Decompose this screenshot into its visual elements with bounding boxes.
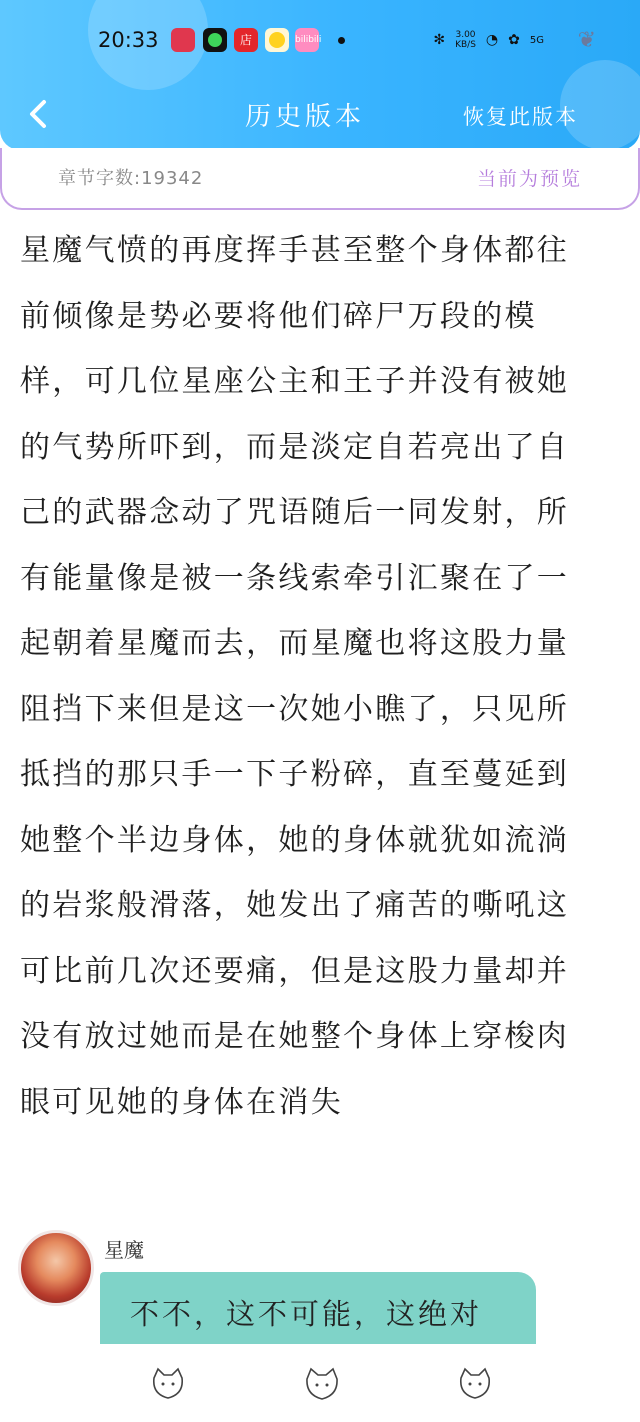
bilibili-app-icon: bilibili bbox=[295, 28, 319, 52]
preview-label: 当前为预览 bbox=[476, 168, 582, 190]
net-speed-value: 3.00 bbox=[455, 30, 476, 40]
signal-label: 5G bbox=[529, 34, 544, 46]
wifi-icon: ✿ bbox=[508, 32, 520, 48]
bottom-nav bbox=[0, 1344, 640, 1422]
page-title: 历史版本 bbox=[244, 102, 365, 132]
status-time: 20:33 bbox=[98, 28, 159, 52]
chapter-text: 星魔气愤的再度挥手甚至整个身体都往前倾像是势必要将他们碎尸万段的模样，可几位星座公主和王子并没有被她的气势所吓到，而是淡定自若亮出了自己的武器念动了咒语随后一同发射，所有能量像是被一条线索牵引汇聚在了一起朝着星魔而去，而星魔也将这股力量阻挡下来但是这一次她小瞧了，只见所抵挡的那只手一下子粉碎，直至蔓延到她整个半边身体，她的身体就犹如流淌的岩浆般滑落，她发出了痛苦的嘶吼这可比前几次还要痛，但是这股力量却并没有放过她而是在她整个身体上穿梭肉眼可见她的身体在消失 bbox=[20, 233, 570, 1120]
restore-version-button[interactable]: 恢复此版本 bbox=[463, 105, 578, 129]
hd-icon: ◔ bbox=[485, 32, 499, 48]
word-count: 章节字数:19342 bbox=[58, 168, 204, 189]
green-app-icon bbox=[203, 28, 227, 52]
net-speed bbox=[455, 30, 476, 50]
bluetooth-icon: ✻ bbox=[433, 32, 446, 48]
avatar[interactable] bbox=[18, 1230, 94, 1306]
status-right-group bbox=[433, 30, 544, 50]
info-bar bbox=[0, 148, 640, 210]
cat-recent-icon[interactable] bbox=[455, 1364, 495, 1404]
more-notifications-icon bbox=[338, 37, 345, 44]
net-speed-unit: KB/S bbox=[455, 40, 476, 50]
speaker-name: 星魔 bbox=[104, 1238, 144, 1262]
cat-back-icon[interactable] bbox=[148, 1364, 188, 1404]
cat-home-icon[interactable] bbox=[302, 1364, 342, 1404]
music-app-icon bbox=[171, 28, 195, 52]
face-app-icon bbox=[265, 28, 289, 52]
status-bar bbox=[0, 0, 640, 80]
battery-butterfly-icon: ❦ bbox=[577, 28, 596, 53]
top-header bbox=[0, 0, 640, 150]
dialog-message: 不不，这不可能，这绝对 bbox=[130, 1297, 483, 1331]
dialog-bubble bbox=[100, 1272, 536, 1348]
store-app-icon: 店 bbox=[234, 28, 258, 52]
